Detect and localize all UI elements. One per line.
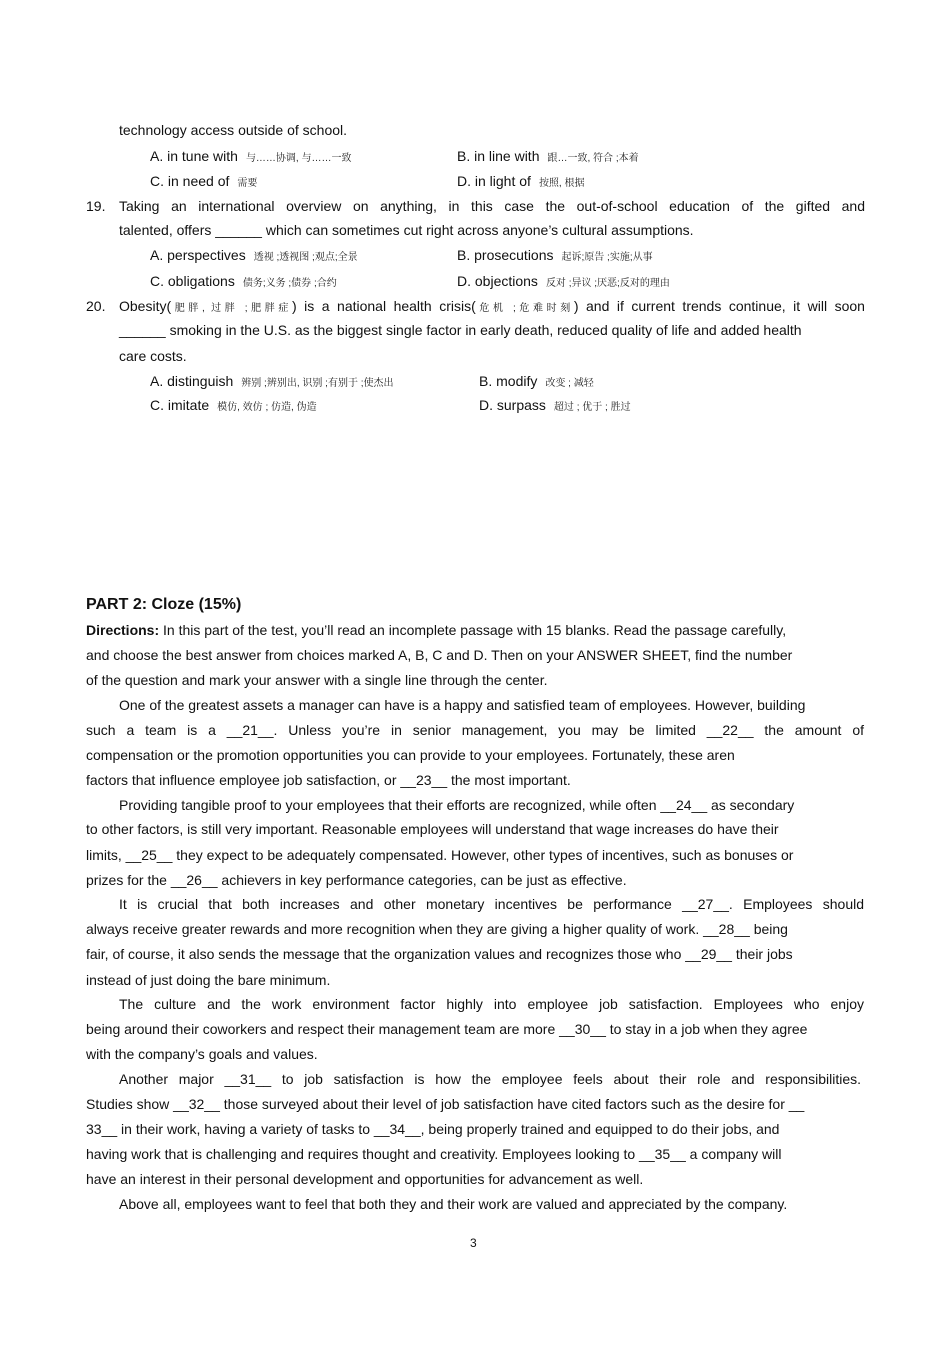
q20-line-3: care costs. <box>119 348 187 364</box>
q18-tail: technology access outside of school. <box>119 122 348 138</box>
option-gloss: 超过 ; 优于 ; 胜过 <box>553 402 631 413</box>
option-label: C. obligations <box>150 273 235 289</box>
option-gloss: 起诉;原告 ;实施;从事 <box>561 252 653 263</box>
page-number: 3 <box>470 1236 477 1250</box>
passage-line: factors that influence employee job satisfaction, or __23__ the most important. <box>86 772 571 788</box>
option-label: A. perspectives <box>150 247 246 263</box>
q19-option-a <box>150 247 358 263</box>
q19-line-1: Taking an international overview on anything, in this case the out-of-school education of the gifted and <box>119 198 865 214</box>
passage-line: having work that is challenging and requires thought and creativity. Employees looking to __35__ a company will <box>86 1146 782 1162</box>
q18-option-a <box>150 148 352 164</box>
passage-line: 33__ in their work, having a variety of tasks to __34__, being properly trained and equipped to do their jobs, and <box>86 1121 780 1137</box>
option-label: B. in line with <box>457 148 540 164</box>
directions-text-1: In this part of the test, you’ll read an incomplete passage with 15 blanks. Read the passage carefully, <box>163 622 787 638</box>
passage-line: such a team is a __21__. Unless you’re in senior management, you may be limited __22__ the amount of <box>86 722 864 738</box>
option-label: D. in light of <box>457 173 531 189</box>
passage-line: have an interest in their personal development and opportunities for advancement as well. <box>86 1171 644 1187</box>
q18-option-b <box>457 148 639 164</box>
q20-line-2: ______ smoking in the U.S. as the biggest single factor in early death, reduced quality of life and added health <box>119 322 802 338</box>
q20-option-d <box>479 397 631 413</box>
option-label: C. imitate <box>150 397 210 413</box>
passage-line: prizes for the __26__ achievers in key performance categories, can be just as effective. <box>86 872 627 888</box>
passage-line: Providing tangible proof to your employees that their efforts are recognized, while often __24__ as secondary <box>119 797 795 813</box>
q20-option-a <box>150 373 394 389</box>
passage-line: One of the greatest assets a manager can have is a happy and satisfied team of employees. However, building <box>119 697 806 713</box>
option-label: A. in tune with <box>150 148 238 164</box>
passage-line: The culture and the work environment factor highly into employee job satisfaction. Employees who enjoy <box>119 996 864 1012</box>
q19-option-d <box>457 273 670 289</box>
passage-line: being around their coworkers and respect their management team are more __30__ to stay in a job when they agree <box>86 1021 808 1037</box>
passage-line: fair, of course, it also sends the message that the organization values and recognizes those who __29__ their jobs <box>86 946 793 962</box>
option-gloss: 透视 ;透视图 ;观点;全景 <box>253 252 358 263</box>
q19-line-2: talented, offers ______ which can sometimes cut right across anyone’s cultural assumptions. <box>119 222 694 238</box>
passage-line: with the company’s goals and values. <box>86 1046 318 1062</box>
directions-label: Directions: <box>86 622 160 638</box>
q20-line-1-c: ) and if current trends continue, it will soon <box>573 298 865 314</box>
part2-heading: PART 2: Cloze (15%) <box>86 596 242 613</box>
option-label: D. surpass <box>479 397 546 413</box>
q19-option-c <box>150 273 337 289</box>
option-label: A. distinguish <box>150 373 234 389</box>
directions-line-2: and choose the best answer from choices marked A, B, C and D. Then on your ANSWER SHEET, find the number <box>86 647 793 663</box>
q19-number: 19. <box>86 198 106 214</box>
passage-line: always receive greater rewards and more recognition when they are giving a higher quality of work. __28__ being <box>86 921 788 937</box>
option-gloss: 需要 <box>237 178 258 189</box>
directions-line-3: of the question and mark your answer with a single line through the center. <box>86 672 548 688</box>
passage-line: Studies show __32__ those surveyed about their level of job satisfaction have cited factors such as the desire for __ <box>86 1096 805 1112</box>
passage-line: instead of just doing the bare minimum. <box>86 972 331 988</box>
q20-line-1 <box>119 298 865 314</box>
directions-line-1 <box>86 622 786 638</box>
option-gloss: 反对 ;异议 ;厌恶;反对的理由 <box>545 278 670 289</box>
option-gloss: 模仿, 效仿 ; 仿造, 伪造 <box>217 402 317 413</box>
q20-line-1-b: ) is a national health crisis( <box>291 298 476 314</box>
passage-line: Above all, employees want to feel that both they and their work are valued and appreciated by the company. <box>119 1196 788 1212</box>
q20-option-b <box>479 373 594 389</box>
q20-option-c <box>150 397 317 413</box>
q20-gloss-obesity: 肥胖, 过胖 ;肥胖症 <box>171 303 292 314</box>
option-label: D. objections <box>457 273 538 289</box>
q20-number: 20. <box>86 298 106 314</box>
passage-line: It is crucial that both increases and other monetary incentives be performance __27__. Employees should <box>119 896 864 912</box>
option-label: C. in need of <box>150 173 230 189</box>
q18-option-c <box>150 173 257 189</box>
option-gloss: 改变 ; 减轻 <box>545 378 594 389</box>
q20-line-1-a: Obesity( <box>119 298 172 314</box>
passage-line: Another major __31__ to job satisfaction is how the employee feels about their role and responsibilities. <box>119 1071 861 1087</box>
option-label: B. prosecutions <box>457 247 554 263</box>
q19-option-b <box>457 247 653 263</box>
option-gloss: 按照, 根据 <box>538 178 585 189</box>
option-gloss: 辨别 ;辨别出, 识别 ;有别于 ;使杰出 <box>241 378 394 389</box>
option-gloss: 与……协调, 与……一致 <box>245 153 352 164</box>
option-gloss: 跟…一致, 符合 ;本着 <box>547 153 639 164</box>
passage-line: to other factors, is still very important. Reasonable employees will understand that wage increases do have their <box>86 821 779 837</box>
q20-gloss-crisis: 危机 ;危难时刻 <box>475 303 574 314</box>
option-gloss: 债务;义务 ;债券 ;合约 <box>242 278 337 289</box>
passage-line: limits, __25__ they expect to be adequately compensated. However, other types of incentives, such as bonuses or <box>86 847 794 863</box>
option-label: B. modify <box>479 373 538 389</box>
passage-line: compensation or the promotion opportunities you can provide to your employees. Fortunately, these aren <box>86 747 735 763</box>
q18-option-d <box>457 173 585 189</box>
